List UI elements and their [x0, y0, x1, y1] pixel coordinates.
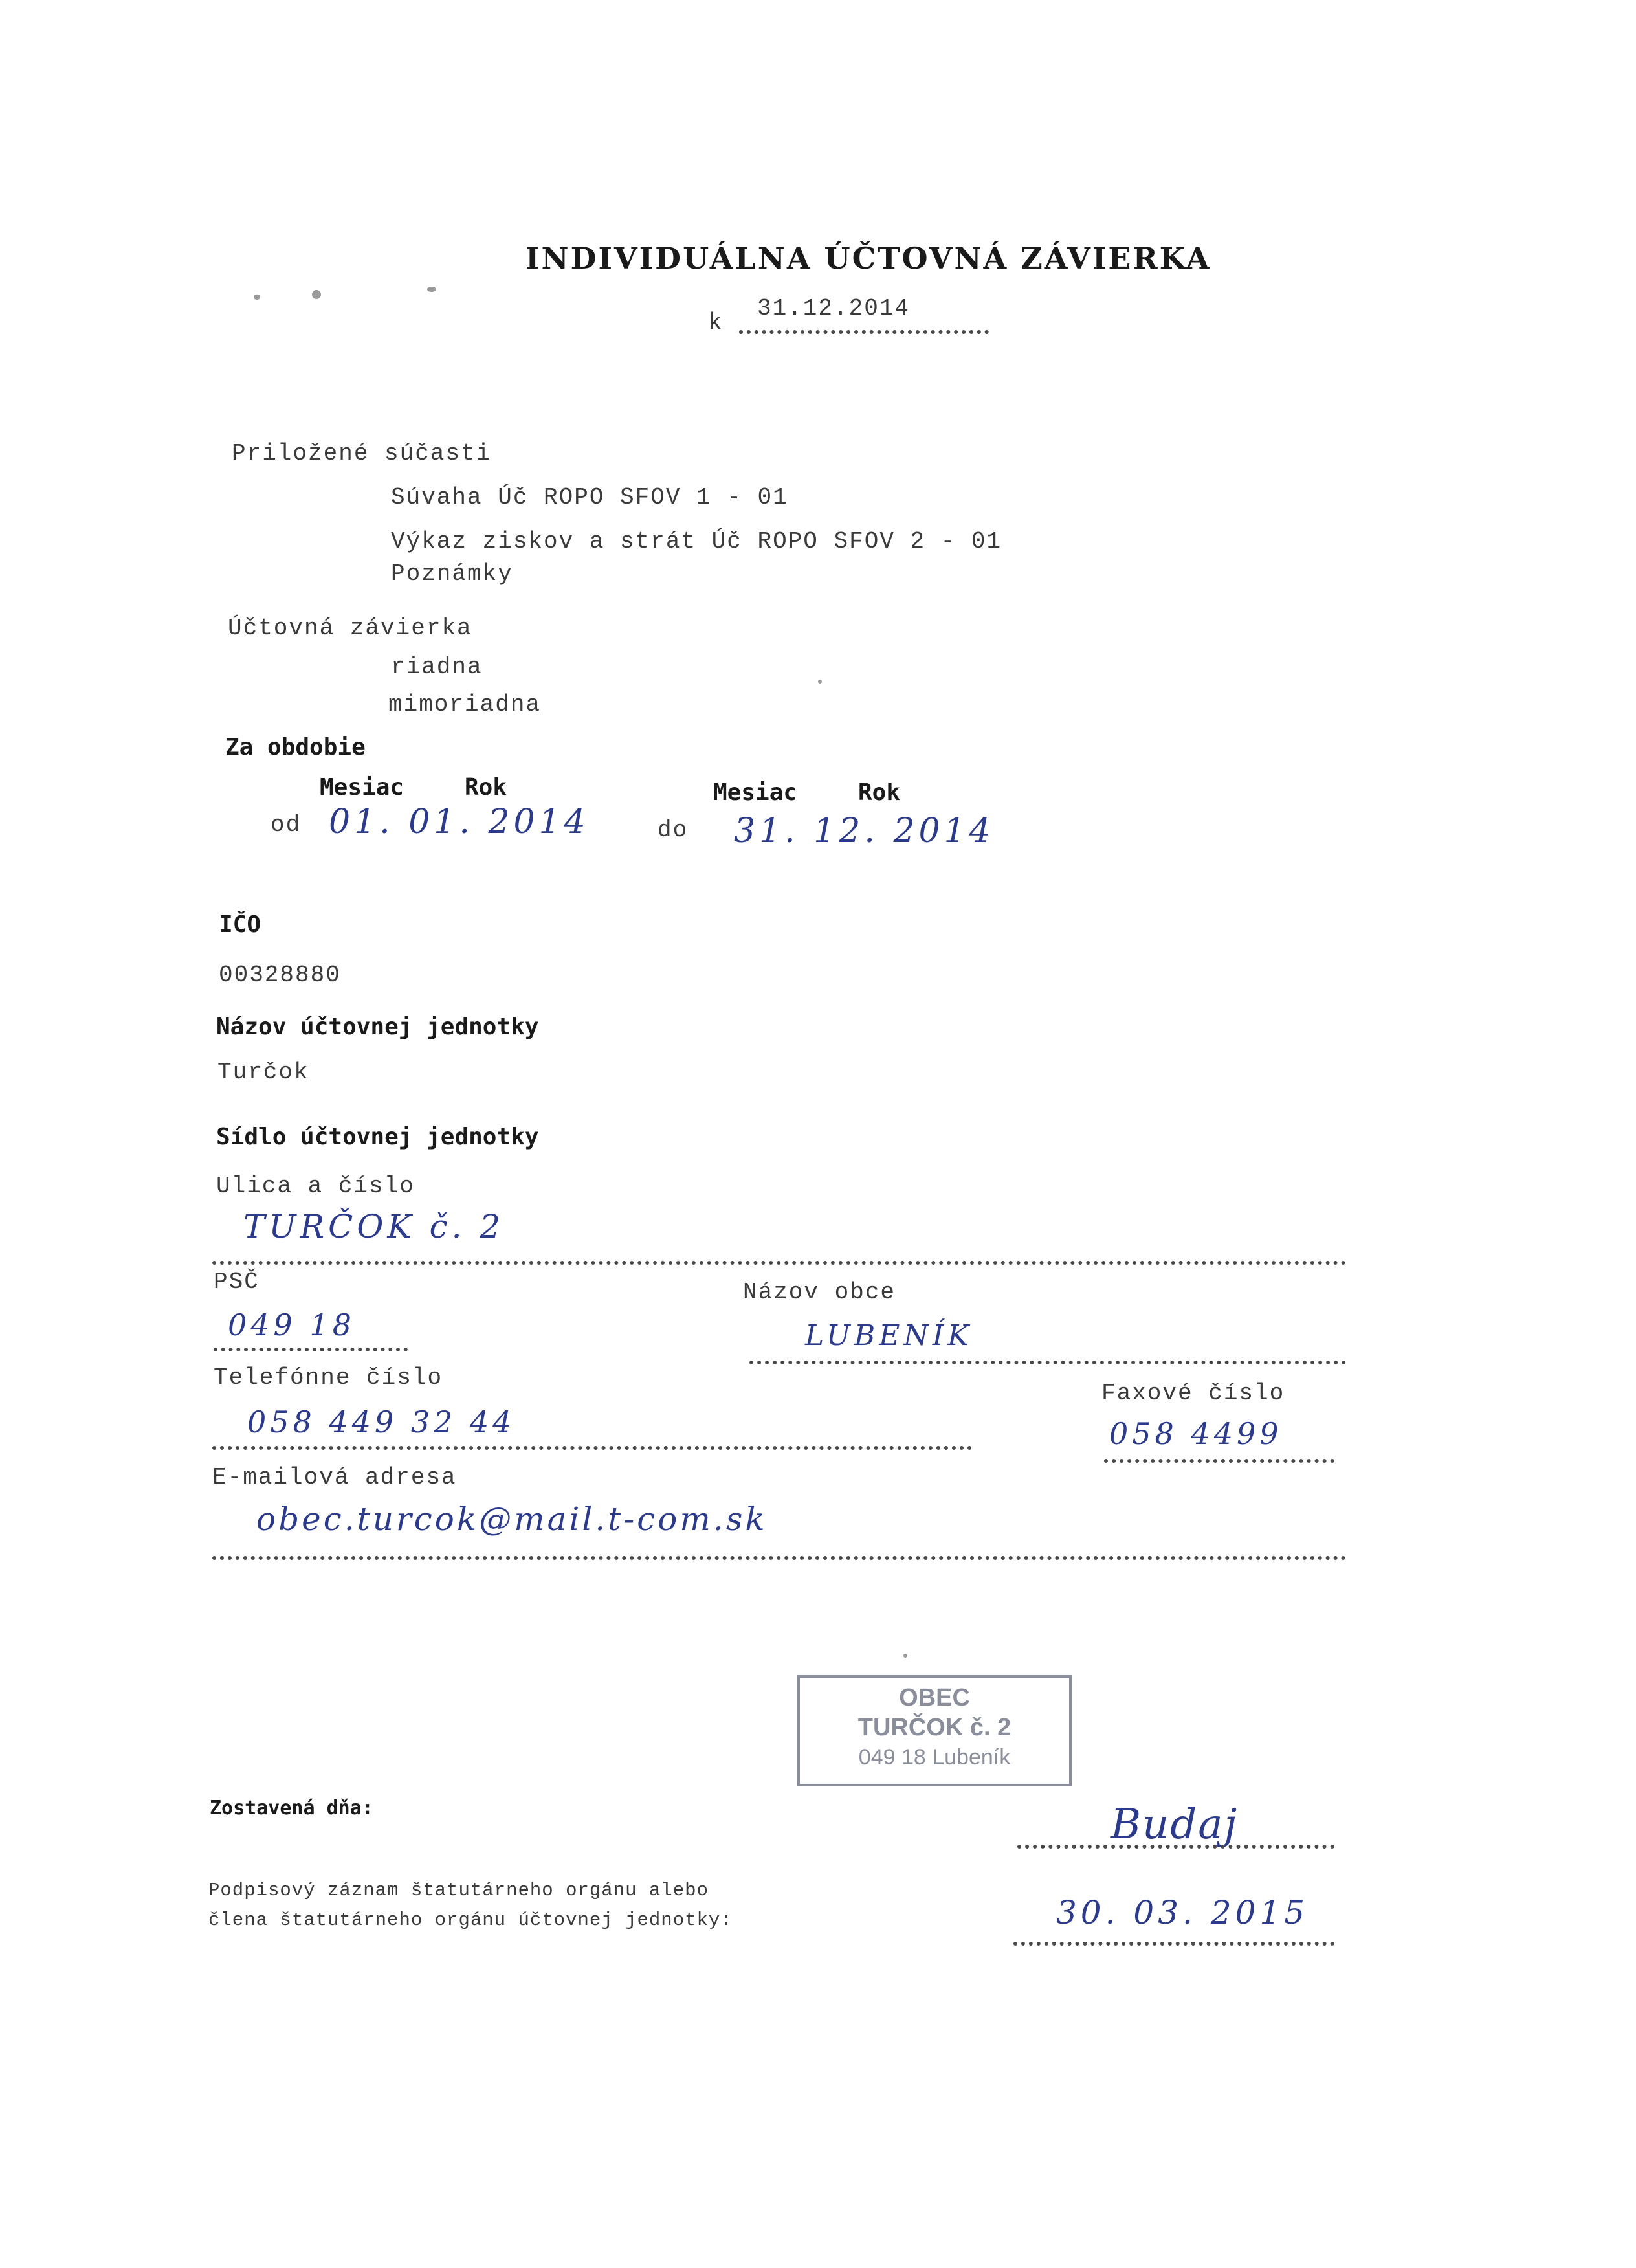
scan-speck — [903, 1654, 907, 1658]
scan-speck — [818, 680, 822, 684]
psc-dotted-line — [214, 1348, 408, 1351]
to-year-label: Rok — [858, 779, 901, 806]
attachment-item-balance-sheet: Súvaha Úč ROPO SFOV 1 - 01 — [391, 484, 788, 511]
fax-label: Faxové číslo — [1101, 1380, 1285, 1406]
stamp-line-3: 049 18 Lubeník — [858, 1745, 1011, 1770]
entity-name-value: Turčok — [217, 1059, 309, 1085]
psc-label: PSČ — [214, 1269, 260, 1295]
psc-value: 049 18 — [228, 1307, 355, 1342]
phone-label: Telefónne číslo — [214, 1364, 443, 1391]
document-title: INDIVIDUÁLNA ÚČTOVNÁ ZÁVIERKA — [525, 241, 1211, 276]
from-label: od — [271, 812, 302, 838]
signature-dotted-line — [1017, 1845, 1334, 1849]
closing-type-regular: riadna — [391, 654, 483, 680]
from-value: 01. 01. 2014 — [329, 803, 590, 841]
closing-type-extraordinary: mimoriadna — [388, 691, 542, 718]
fax-dotted-line — [1104, 1459, 1334, 1463]
k-label: k — [708, 309, 724, 336]
to-value: 31. 12. 2014 — [734, 812, 995, 850]
to-label: do — [658, 817, 689, 843]
signed-date-dotted-line — [1013, 1942, 1334, 1946]
town-value: LUBENÍK — [805, 1319, 973, 1352]
from-year-label: Rok — [465, 774, 507, 801]
town-dotted-line — [749, 1361, 1346, 1364]
ico-label: IČO — [219, 911, 261, 938]
entity-name-label: Názov účtovnej jednotky — [216, 1014, 539, 1040]
stamp-line-1: OBEC — [899, 1684, 970, 1711]
period-heading: Za obdobie — [225, 734, 366, 761]
scan-speck — [312, 290, 321, 299]
scan-speck — [427, 287, 436, 292]
to-month-label: Mesiac — [713, 779, 798, 806]
closing-date: 31.12.2014 — [757, 295, 911, 322]
from-month-label: Mesiac — [320, 774, 404, 801]
street-dotted-line — [212, 1261, 1346, 1265]
compiled-on-label: Zostavená dňa: — [210, 1797, 373, 1819]
email-label: E-mailová adresa — [212, 1464, 457, 1491]
official-stamp — [797, 1675, 1072, 1786]
signature-label-line-2: člena štatutárneho orgánu účtovnej jednotky: — [208, 1909, 733, 1931]
signed-date: 30. 03. 2015 — [1056, 1894, 1309, 1931]
phone-value: 058 449 32 44 — [247, 1405, 516, 1440]
closing-type-heading: Účtovná závierka — [228, 615, 472, 641]
ico-value: 00328880 — [219, 962, 341, 988]
email-dotted-line — [212, 1556, 1346, 1560]
signature-label-line-1: Podpisový záznam štatutárneho orgánu alebo — [208, 1880, 709, 1901]
fax-value: 058 4499 — [1109, 1416, 1283, 1451]
street-label: Ulica a číslo — [216, 1173, 415, 1199]
attachment-item-notes: Poznámky — [391, 561, 513, 587]
scan-speck — [254, 295, 260, 300]
street-value: TURČOK č. 2 — [243, 1208, 505, 1245]
attachment-item-income-statement: Výkaz ziskov a strát Úč ROPO SFOV 2 - 01 — [391, 528, 1002, 555]
phone-dotted-line — [212, 1446, 972, 1450]
email-value: obec.turcok@mail.t-com.sk — [256, 1500, 768, 1538]
stamp-line-2: TURČOK č. 2 — [857, 1714, 1011, 1741]
closing-date-dotted-line — [739, 330, 989, 334]
attachments-heading: Priložené súčasti — [232, 440, 492, 467]
seat-heading: Sídlo účtovnej jednotky — [216, 1124, 539, 1150]
signature: Budaj — [1111, 1801, 1239, 1849]
town-label: Názov obce — [743, 1279, 896, 1306]
